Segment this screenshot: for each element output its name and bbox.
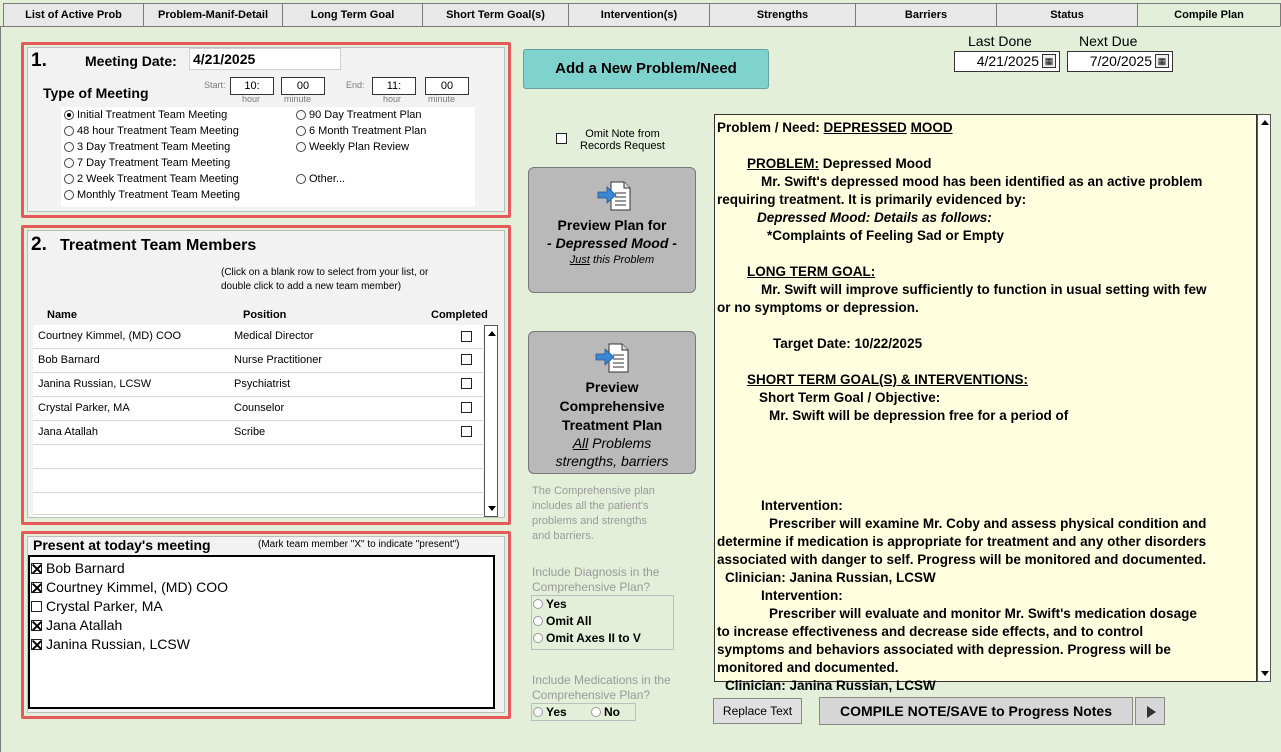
narrative-text: Prescriber will examine Mr. Coby and assess physical condition and xyxy=(769,516,1207,531)
team-list-scrollbar[interactable] xyxy=(484,325,498,517)
meeting-date-field[interactable]: 4/21/2025 xyxy=(189,48,341,70)
med-question xyxy=(532,673,671,703)
med-option-yes[interactable] xyxy=(533,705,567,719)
narrative-text: Clinician: Janina Russian, LCSW xyxy=(725,570,936,585)
narrative-text: to increase effectiveness and decrease side effects, and to control xyxy=(717,624,1144,639)
diag-option-label: Yes xyxy=(546,597,567,611)
diag-question-line: Comprehensive Plan? xyxy=(532,580,651,594)
preview-problem-just: Just xyxy=(569,254,590,266)
last-done-label: Last Done xyxy=(968,33,1032,49)
present-name: Jana Atallah xyxy=(46,617,123,633)
narrative-text: associated with danger to self. Progress will be monitored and documented. xyxy=(717,552,1207,567)
tab-short-term-goals[interactable]: Short Term Goal(s) xyxy=(422,3,569,27)
preview-comp-all: All xyxy=(572,435,589,451)
narrative-text: Clinician: Janina Russian, LCSW xyxy=(725,678,936,693)
narrative-text: symptoms and behaviors associated with depression. Progress will be xyxy=(717,642,1171,657)
radio-icon xyxy=(64,126,74,136)
end-hour-field[interactable]: 11: xyxy=(372,77,416,95)
calendar-icon[interactable]: ▦ xyxy=(1155,54,1169,68)
scroll-up-icon[interactable] xyxy=(1261,120,1269,125)
meeting-date-label: Meeting Date: xyxy=(85,53,177,69)
med-option-no[interactable] xyxy=(591,705,620,719)
tab-interventions[interactable]: Intervention(s) xyxy=(568,3,710,27)
member-position: Medical Director xyxy=(234,330,314,342)
present-item[interactable] xyxy=(31,635,228,654)
col-completed-header: Completed xyxy=(431,309,488,321)
med-option-label: Yes xyxy=(546,705,567,719)
present-name: Janina Russian, LCSW xyxy=(46,636,190,652)
narrative-text: monitored and documented. xyxy=(717,660,899,675)
narrative-text: determine if medication is appropriate for treatment and any other disorders xyxy=(717,534,1207,549)
tab-list-of-active-prob[interactable]: List of Active Prob xyxy=(3,3,144,27)
start-hour-field[interactable]: 10: xyxy=(230,77,274,95)
problem-need-label: Problem / Need: xyxy=(717,120,824,135)
member-position: Scribe xyxy=(234,426,266,438)
scroll-down-icon[interactable] xyxy=(488,506,496,511)
med-question-line: Include Medications in the xyxy=(532,673,671,687)
present-checkbox[interactable] xyxy=(31,601,42,612)
replace-text-button[interactable]: Replace Text xyxy=(713,698,802,724)
preview-comp-label-1: Preview xyxy=(585,379,639,395)
diag-option-label: Omit Axes II to V xyxy=(546,631,641,645)
present-item[interactable] xyxy=(31,578,228,597)
preview-problem-label-2: - Depressed Mood - xyxy=(547,235,677,251)
radio-icon xyxy=(64,110,74,120)
radio-icon xyxy=(533,599,543,609)
preview-comp-problems: Problems xyxy=(588,435,652,451)
present-name: Bob Barnard xyxy=(46,560,125,576)
member-name: Janina Russian, LCSW xyxy=(38,378,152,390)
narrative-text: Mr. Swift will improve sufficiently to function in usual setting with few xyxy=(761,282,1207,297)
meeting-type-48hour[interactable] xyxy=(64,125,239,137)
table-row[interactable] xyxy=(33,373,483,397)
diag-question xyxy=(532,565,659,595)
next-due-label: Next Due xyxy=(1079,33,1138,49)
preview-comp-label-3: Treatment Plan xyxy=(561,417,663,433)
diag-option-label: Omit All xyxy=(546,614,592,628)
meeting-type-weekly[interactable] xyxy=(296,141,409,153)
member-name: Crystal Parker, MA xyxy=(38,402,130,414)
table-row[interactable] xyxy=(33,397,483,421)
present-name: Courtney Kimmel, (MD) COO xyxy=(46,579,229,595)
meeting-type-3day[interactable] xyxy=(64,141,230,153)
present-item[interactable] xyxy=(31,597,228,616)
preview-problem-button[interactable] xyxy=(528,167,696,293)
next-due-field[interactable]: 7/20/2025 xyxy=(1067,51,1173,72)
preview-problem-rest: this Problem xyxy=(589,254,655,266)
member-name: Jana Atallah xyxy=(38,426,98,438)
preview-problem-label-3 xyxy=(529,254,695,266)
meeting-type-6month[interactable] xyxy=(296,125,426,137)
ltg-heading: LONG TERM GOAL: xyxy=(747,264,876,279)
tab-long-term-goal[interactable]: Long Term Goal xyxy=(282,3,423,27)
meeting-type-90day[interactable] xyxy=(296,109,422,121)
meeting-type-label-text: 48 hour Treatment Team Meeting xyxy=(77,125,239,137)
present-checkbox[interactable] xyxy=(31,639,42,650)
meeting-panel xyxy=(27,47,505,212)
problem-value: Depressed Mood xyxy=(819,156,932,171)
narrative-stg-heading xyxy=(717,371,1254,389)
play-icon xyxy=(1136,698,1166,726)
meeting-type-label-text: 3 Day Treatment Team Meeting xyxy=(77,141,231,153)
diag-question-line: Include Diagnosis in the xyxy=(532,565,660,579)
scroll-down-icon[interactable] xyxy=(1261,671,1269,676)
omit-note-label-2: Records Request xyxy=(580,140,665,152)
radio-icon xyxy=(533,707,543,717)
last-done-field[interactable]: 4/21/2025 xyxy=(954,51,1060,72)
table-row-empty[interactable] xyxy=(33,469,483,493)
present-checkbox[interactable] xyxy=(31,582,42,593)
completed-checkbox[interactable] xyxy=(461,426,472,437)
comp-note-line: problems and strengths xyxy=(532,515,647,527)
comp-note xyxy=(532,484,655,544)
comp-note-line: and barriers. xyxy=(532,530,594,542)
radio-icon xyxy=(64,158,74,168)
meeting-type-label-text: Monthly Treatment Team Meeting xyxy=(77,189,241,201)
present-title: Present at today's meeting xyxy=(33,537,211,553)
meeting-type-label-text: Weekly Plan Review xyxy=(309,141,410,153)
radio-icon xyxy=(64,190,74,200)
problem-heading: PROBLEM: xyxy=(747,156,819,171)
radio-icon xyxy=(533,633,543,643)
completed-checkbox[interactable] xyxy=(461,354,472,365)
tab-problem-manif-detail[interactable]: Problem-Manif-Detail xyxy=(143,3,283,27)
meeting-type-monthly[interactable] xyxy=(64,189,240,201)
omit-note-label-1: Omit Note from xyxy=(585,128,660,140)
meeting-type-other[interactable] xyxy=(296,173,345,185)
problem-need-word: MOOD xyxy=(910,120,953,135)
comp-note-line: The Comprehensive plan xyxy=(532,485,655,497)
present-item[interactable] xyxy=(31,559,228,578)
member-position: Counselor xyxy=(234,402,285,414)
tab-status[interactable]: Status xyxy=(996,3,1138,27)
tab-bar xyxy=(0,0,1281,27)
preview-problem-label-1: Preview Plan for xyxy=(557,217,667,233)
meeting-type-label-text: 7 Day Treatment Team Meeting xyxy=(77,157,231,169)
radio-icon xyxy=(591,707,601,717)
meeting-type-label-text: 6 Month Treatment Plan xyxy=(309,125,427,137)
present-name: Crystal Parker, MA xyxy=(46,598,163,614)
preview-comp-label-2: Comprehensive xyxy=(559,398,665,414)
narrative-text: Mr. Swift will be depression free for a period of xyxy=(769,408,1069,423)
narrative-text: *Complaints of Feeling Sad or Empty xyxy=(767,228,1005,243)
narrative-text: or no symptoms or depression. xyxy=(717,300,919,315)
preview-comprehensive-button[interactable] xyxy=(528,331,696,474)
diag-option-omit-all[interactable] xyxy=(533,614,592,628)
present-list-items xyxy=(31,559,228,654)
narrative-ltg-heading xyxy=(717,263,1254,281)
narrative-target-date: Target Date: 10/22/2025 xyxy=(773,336,923,351)
completed-checkbox[interactable] xyxy=(461,402,472,413)
member-name: Courtney Kimmel, (MD) COO xyxy=(38,330,182,342)
diag-option-omit-axes[interactable] xyxy=(533,631,641,645)
start-minute-caption: minute xyxy=(284,94,312,104)
col-name-header: Name xyxy=(47,309,77,321)
member-position: Psychiatrist xyxy=(234,378,291,390)
narrative-text: requiring treatment. It is primarily evidenced by: xyxy=(717,192,1027,207)
col-position-header: Position xyxy=(243,309,287,321)
member-name: Bob Barnard xyxy=(38,354,100,366)
calendar-icon[interactable]: ▦ xyxy=(1042,54,1056,68)
table-row-empty[interactable] xyxy=(33,445,483,469)
radio-icon xyxy=(296,174,306,184)
member-position: Nurse Practitioner xyxy=(234,354,323,366)
completed-checkbox[interactable] xyxy=(461,331,472,342)
team-hint-1: (Click on a blank row to select from your list, or xyxy=(221,267,429,278)
comp-note-line: includes all the patient's xyxy=(532,500,649,512)
end-minute-caption: minute xyxy=(428,94,456,104)
present-hint: (Mark team member "X" to indicate "present") xyxy=(258,539,460,550)
meeting-type-label-text: Initial Treatment Team Meeting xyxy=(77,109,228,121)
radio-icon xyxy=(64,174,74,184)
narrative-scrollbar[interactable] xyxy=(1257,114,1271,682)
omit-note-checkbox[interactable] xyxy=(556,133,567,144)
meeting-type-label-text: 90 Day Treatment Plan xyxy=(309,109,422,121)
preview-comp-label-4 xyxy=(529,435,695,451)
compile-next-button[interactable] xyxy=(1135,697,1165,725)
stg-heading: SHORT TERM GOAL(S) & INTERVENTIONS: xyxy=(747,372,1029,387)
document-icon xyxy=(595,340,629,374)
start-minute-field[interactable]: 00 xyxy=(281,77,325,95)
add-problem-button[interactable]: Add a New Problem/Need xyxy=(523,49,769,89)
meeting-type-label-text: Other... xyxy=(309,173,346,185)
meeting-type-label-text: 2 Week Treatment Team Meeting xyxy=(77,173,239,185)
completed-checkbox[interactable] xyxy=(461,378,472,389)
plan-narrative[interactable] xyxy=(714,114,1257,693)
omit-note-label xyxy=(580,128,665,152)
narrative-text: Prescriber will evaluate and monitor Mr. Swift's medication dosage xyxy=(769,606,1197,621)
meeting-type-2week[interactable] xyxy=(64,173,239,185)
present-checkbox[interactable] xyxy=(31,563,42,574)
start-hour-caption: hour xyxy=(242,94,261,104)
scroll-up-icon[interactable] xyxy=(488,331,496,336)
meeting-type-initial[interactable] xyxy=(64,109,227,121)
narrative-problem-need xyxy=(717,119,1254,137)
preview-comp-label-5: strengths, barriers xyxy=(555,453,669,469)
radio-icon xyxy=(296,126,306,136)
narrative-text: Intervention: xyxy=(761,588,843,603)
end-minute-field[interactable]: 00 xyxy=(425,77,469,95)
radio-icon xyxy=(296,110,306,120)
table-row[interactable] xyxy=(33,325,483,349)
radio-icon xyxy=(64,142,74,152)
section-2-number: 2. xyxy=(31,234,47,255)
narrative-problem-line xyxy=(717,155,1254,173)
radio-icon xyxy=(296,142,306,152)
narrative-text: Mr. Swift's depressed mood has been identified as an active problem xyxy=(761,174,1203,189)
med-question-line: Comprehensive Plan? xyxy=(532,688,651,702)
narrative-text: Intervention: xyxy=(761,498,843,513)
present-checkbox[interactable] xyxy=(31,620,42,631)
end-label: End: xyxy=(346,80,365,90)
document-icon xyxy=(597,178,631,212)
table-row[interactable] xyxy=(33,421,483,445)
narrative-text: Depressed Mood: Details as follows: xyxy=(757,210,992,225)
table-row[interactable] xyxy=(33,349,483,373)
table-row-empty[interactable] xyxy=(33,493,483,515)
meeting-type-7day[interactable] xyxy=(64,157,230,169)
med-option-label: No xyxy=(604,705,620,719)
tab-barriers[interactable]: Barriers xyxy=(855,3,997,27)
radio-icon xyxy=(533,616,543,626)
tab-strengths[interactable]: Strengths xyxy=(709,3,856,27)
start-label: Start: xyxy=(204,80,226,90)
team-hint-2: double click to add a new team member) xyxy=(221,281,402,292)
team-title: Treatment Team Members xyxy=(60,237,257,254)
narrative-text: Short Term Goal / Objective: xyxy=(759,390,941,405)
compile-save-button[interactable]: COMPILE NOTE/SAVE to Progress Notes xyxy=(819,697,1133,725)
diag-option-yes[interactable] xyxy=(533,597,567,611)
present-item[interactable] xyxy=(31,616,228,635)
tab-compile-plan[interactable]: Compile Plan xyxy=(1137,3,1281,27)
meeting-type-label: Type of Meeting xyxy=(43,85,149,101)
end-hour-caption: hour xyxy=(383,94,402,104)
section-1-number: 1. xyxy=(31,50,47,71)
problem-need-word: DEPRESSED xyxy=(823,120,907,135)
